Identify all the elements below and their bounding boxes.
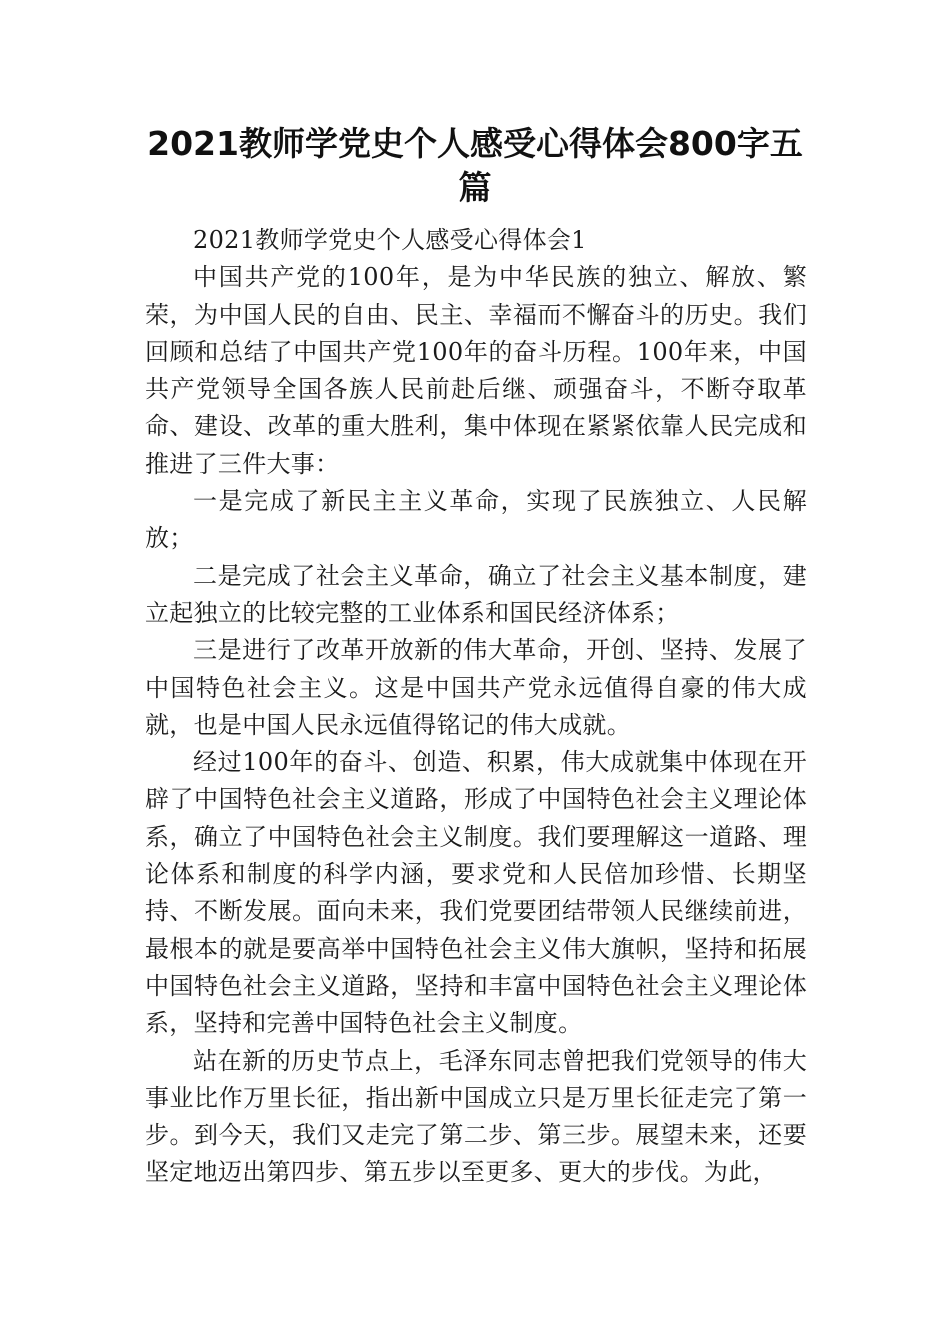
document-title: 2021教师学党史个人感受心得体会800字五篇 (147, 124, 803, 207)
body-paragraph: 站在新的历史节点上，毛泽东同志曾把我们党领导的伟大事业比作万里长征，指出新中国成立只是万里长征走完了第一步。到今天，我们又走完了第二步、第三步。展望未来，还要坚定地迈出第四步、第五步以至更多、更大的步伐。为此， (145, 1046, 807, 1187)
document-body (145, 222, 807, 1192)
body-paragraph: 三是进行了改革开放新的伟大革命，开创、坚持、发展了中国特色社会主义。这是中国共产党永远值得自豪的伟大成就，也是中国人民永远值得铭记的伟大成就。 (145, 636, 807, 739)
body-paragraph: 经过100年的奋斗、创造、积累，伟大成就集中体现在开辟了中国特色社会主义道路，形成了中国特色社会主义理论体系，确立了中国特色社会主义制度。我们要理解这一道路、理论体系和制度的科学内涵，要求党和人民倍加珍惜、长期坚持、不断发展。面向未来，我们党要团结带领人民继续前进，最根本的就是要高举中国特色社会主义伟大旗帜，坚持和拓展中国特色社会主义道路，坚持和丰富中国特色社会主义理论体系，坚持和完善中国特色社会主义制度。 (145, 748, 807, 1038)
section-heading: 2021教师学党史个人感受心得体会1 (193, 226, 587, 254)
body-paragraph: 二是完成了社会主义革命，确立了社会主义基本制度，建立起独立的比较完整的工业体系和国民经济体系； (145, 561, 807, 627)
body-paragraph: 一是完成了新民主主义革命，实现了民族独立、人民解放； (145, 487, 807, 553)
body-paragraph: 中国共产党的100年，是为中华民族的独立、解放、繁荣，为中国人民的自由、民主、幸福而不懈奋斗的历史。我们回顾和总结了中国共产党100年的奋斗历程。100年来，中国共产党领导全国各族人民前赴后继、顽强奋斗，不断夺取革命、建设、改革的重大胜利，集中体现在紧紧依靠人民完成和推进了三件大事： (145, 263, 807, 478)
